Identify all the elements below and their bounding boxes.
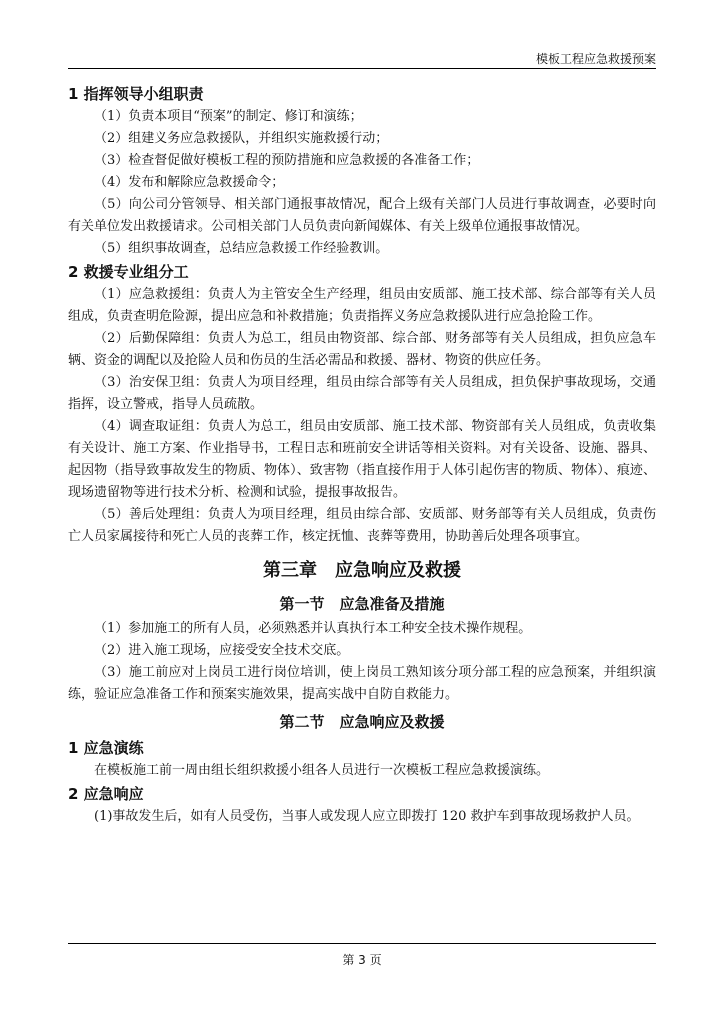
paragraph: （1）负责本项目“预案”的制定、修订和演练；: [94, 109, 363, 124]
footer-divider: [68, 943, 656, 944]
paragraph: （1）参加施工的所有人员，必须熟悉并认真执行本工种安全技术操作规程。: [94, 621, 532, 636]
paragraph: （1）应急救援组：负责人为主管安全生产经理，组员由安质部、施工技术部、综合部等有关人员组成，负责查明危险源，提出应急和补救措施；负责指挥义务应急救援队进行应急抢险工作。: [68, 287, 656, 324]
section-heading-teams: 2 救援专业组分工: [68, 263, 189, 281]
paragraph: （3）施工前应对上岗员工进行岗位培训，使上岗员工熟知该分项分部工程的应急预案，并组织演练，验证应急准备工作和预案实施效果，提高实战中自防自救能力。: [68, 665, 656, 702]
paragraph: （3）检查督促做好模板工程的预防措施和应急救援的各准备工作；: [94, 153, 480, 168]
header-divider: [68, 68, 656, 69]
paragraph: (1)事故发生后，如有人员受伤，当事人或发现人应立即拨打 120 救护车到事故现场救护人员。: [94, 809, 640, 824]
section-heading-command: 1 指挥领导小组职责: [68, 85, 204, 103]
subsection-title-preparation: 第一节 应急准备及措施: [279, 595, 445, 613]
paragraph: 在模板施工前一周由组长组织救援小组各人员进行一次模板工程应急救援演练。: [94, 763, 550, 778]
header-title: 模板工程应急救援预案: [535, 52, 656, 66]
section-heading-response: 2 应急响应: [68, 785, 144, 803]
paragraph: （5）善后处理组：负责人为项目经理，组员由综合部、安质部、财务部等有关人员组成，负责伤亡人员家属接待和死亡人员的丧葬工作，核定抚恤、丧葬等费用，协助善后处理各项事宜。: [68, 507, 656, 544]
paragraph: （2）进入施工现场，应接受安全技术交底。: [94, 643, 350, 658]
paragraph: （2）组建义务应急救援队，并组织实施救援行动；: [94, 131, 389, 146]
paragraph: （5）向公司分管领导、相关部门通报事故情况，配合上级有关部门人员进行事故调查，必要时向有关单位发出救援请求。公司相关部门人员负责向新闻媒体、有关上级单位通报事故情况。: [68, 197, 656, 234]
paragraph: （4）调查取证组：负责人为总工，组员由安质部、施工技术部、物资部有关人员组成，负责收集有关设计、施工方案、作业指导书，工程日志和班前安全讲话等相关资料。对有关设备、设施、器具、起因物（指导致事故发生的物质、物体）、致害物（指直接作用于人体引起伤害的物质、物体）、痕迹、现场遗留物等进行技术分析、检测和试验，提报事故报告。: [68, 419, 656, 500]
paragraph: （3）治安保卫组：负责人为项目经理，组员由综合部等有关人员组成，担负保护事故现场，交通指挥，设立警戒，指导人员疏散。: [68, 375, 656, 412]
document-body: [68, 82, 656, 828]
subsection-title-response: 第二节 应急响应及救援: [279, 713, 445, 731]
chapter-title: 第三章 应急响应及救援: [263, 560, 461, 581]
paragraph: （2）后勤保障组：负责人为总工，组员由物资部、综合部、财务部等有关人员组成，担负应急车辆、资金的调配以及抢险人员和伤员的生活必需品和救援、器材、物资的供应任务。: [68, 331, 656, 368]
page-number: 第 3 页: [342, 953, 382, 967]
section-heading-drill: 1 应急演练: [68, 739, 144, 757]
paragraph: （5）组织事故调查，总结应急救援工作经验教训。: [94, 241, 389, 256]
paragraph: （4）发布和解除应急救援命令；: [94, 175, 285, 190]
